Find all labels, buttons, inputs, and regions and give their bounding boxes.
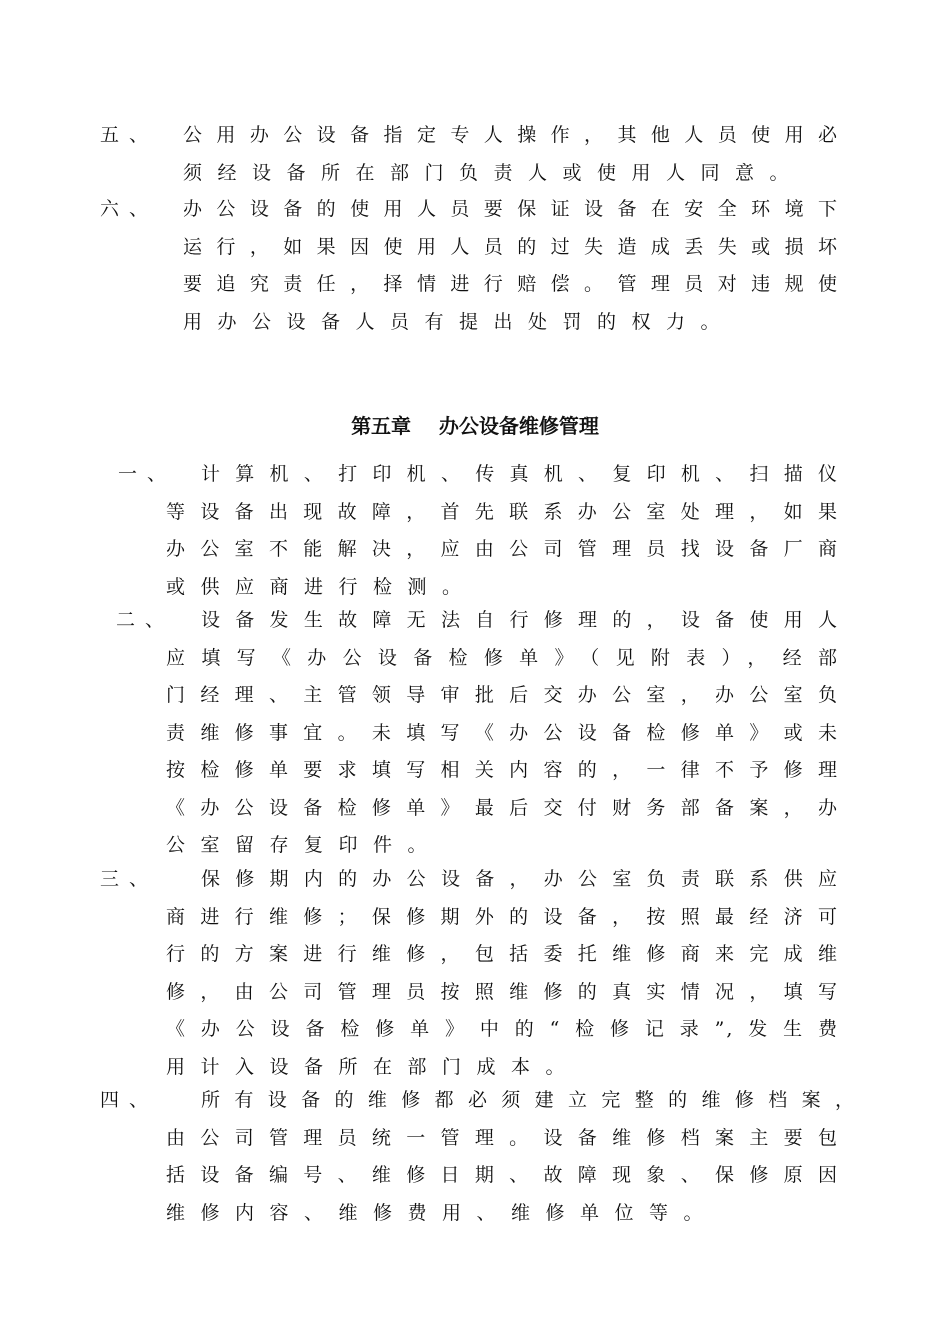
- clause-line: 行的方案进行维修，包括委托维修商来完成维: [166, 943, 839, 965]
- chapter-title: 第五章 办公设备维修管理: [351, 414, 599, 438]
- clause-line: 《办公设备检修单》中的“检修记录”,发生费: [166, 1018, 839, 1040]
- clause-line: 括设备编号、维修日期、故障现象、保修原因: [166, 1164, 839, 1186]
- clause-line: 等设备出现故障，首先联系办公室处理，如果: [166, 500, 839, 523]
- clause-line: 或供应商进行检测。: [166, 575, 477, 598]
- clause-line: 办公设备的使用人员要保证设备在安全环境下: [183, 198, 839, 220]
- clause-line: 商进行维修；保修期外的设备，按照最经济可: [166, 905, 839, 928]
- clause-line: 保修期内的办公设备，办公室负责联系供应: [201, 868, 839, 890]
- clause-line: 修，由公司管理员按照维修的真实情况，填写: [166, 980, 839, 1003]
- clause-line: 办公室不能解决，应由公司管理员找设备厂商: [166, 538, 839, 560]
- clause-line: 运行，如果因使用人员的过失造成丢失或损坏: [183, 235, 839, 258]
- clause-line: 由公司管理员统一管理。设备维修档案主要包: [166, 1126, 839, 1149]
- clause-line: 责维修事宜。未填写《办公设备检修单》或未: [166, 721, 839, 744]
- clause-number: 一、: [118, 463, 177, 485]
- clause-line: 《办公设备检修单》最后交付财务部备案，办: [166, 796, 839, 819]
- clause-line: 应填写《办公设备检修单》（见附表），经部: [166, 646, 839, 669]
- clause-line: 公用办公设备指定专人操作，其他人员使用必: [183, 124, 839, 146]
- clause-number: 三、: [100, 868, 159, 890]
- clause-line: 用计入设备所在部门成本。: [166, 1055, 581, 1078]
- clause-line: 须经设备所在部门负责人或使用人同意。: [183, 161, 805, 184]
- clause-line: 按检修单要求填写相关内容的，一律不予修理: [166, 759, 839, 781]
- clause-number: 四、: [100, 1089, 159, 1111]
- clause-line: 计算机、打印机、传真机、复印机、扫描仪: [201, 463, 839, 485]
- clause-line: 维修内容、维修费用、维修单位等。: [166, 1201, 719, 1224]
- clause-line: 用办公设备人员有提出处罚的权力。: [183, 310, 736, 333]
- clause-number: 六、: [100, 198, 159, 220]
- clause-line: 要追究责任，择情进行赔偿。管理员对违规使: [183, 273, 839, 295]
- clause-line: 设备发生故障无法自行修理的，设备使用人: [201, 609, 839, 631]
- clause-number: 二、: [116, 609, 175, 631]
- clause-line: 门经理、主管领导审批后交办公室，办公室负: [166, 684, 839, 706]
- clause-line: 公室留存复印件。: [166, 834, 443, 856]
- clause-number: 五、: [100, 124, 159, 146]
- clause-line: 所有设备的维修都必须建立完整的维修档案，: [201, 1089, 856, 1111]
